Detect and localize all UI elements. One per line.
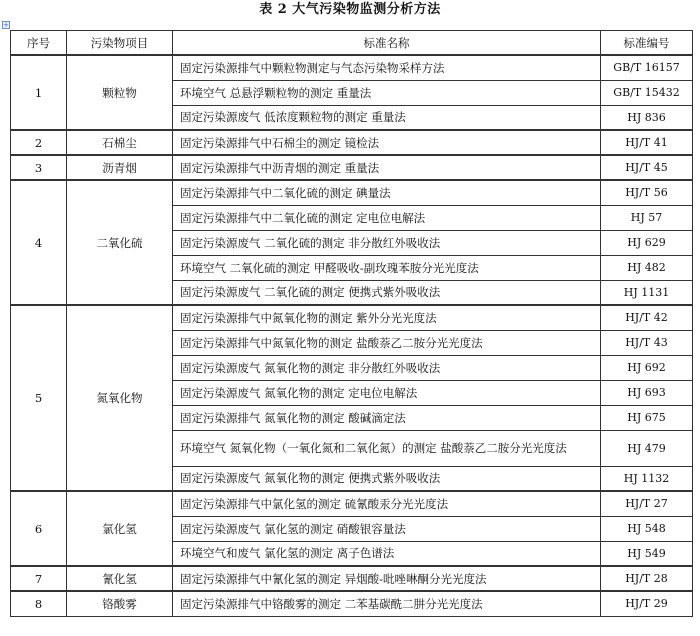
cell-pollutant: 二氧化硫 (67, 180, 173, 305)
table-row (11, 491, 693, 516)
cell-standard-name: 固定污染源排气中氮氧化物的测定 盐酸萘乙二胺分光光度法 (173, 330, 601, 355)
cell-pollutant: 沥青烟 (67, 155, 173, 180)
cell-standard-name: 固定污染源废气 二氧化硫的测定 便携式紫外吸收法 (173, 280, 601, 305)
cell-standard-code: HJ 549 (601, 541, 693, 566)
cell-standard-code: HJ 1132 (601, 466, 693, 491)
table-header-row (11, 31, 693, 56)
cell-standard-code: HJ 548 (601, 516, 693, 541)
cell-standard-code: HJ 482 (601, 255, 693, 280)
cell-no: 2 (11, 130, 67, 155)
cell-standard-code: GB/T 15432 (601, 80, 693, 105)
table-move-handle-icon[interactable]: + (3, 21, 9, 29)
cell-standard-name: 固定污染源排气中沥青烟的测定 重量法 (173, 155, 601, 180)
cell-standard-code: HJ/T 27 (601, 491, 693, 516)
cell-standard-code: HJ/T 41 (601, 130, 693, 155)
table-body (11, 55, 693, 616)
cell-no: 3 (11, 155, 67, 180)
cell-standard-code: HJ 629 (601, 230, 693, 255)
cell-no: 7 (11, 566, 67, 591)
cell-no: 8 (11, 591, 67, 616)
cell-standard-code: HJ/T 29 (601, 591, 693, 616)
cell-standard-name: 固定污染源废气 氮氧化物的测定 定电位电解法 (173, 380, 601, 405)
cell-standard-name: 固定污染源排气中二氧化硫的测定 定电位电解法 (173, 205, 601, 230)
table-row (11, 130, 693, 155)
cell-pollutant: 铬酸雾 (67, 591, 173, 616)
header-no: 序号 (11, 31, 67, 56)
table-row (11, 591, 693, 616)
table-row (11, 55, 693, 80)
cell-no: 5 (11, 305, 67, 491)
cell-standard-code: HJ/T 42 (601, 305, 693, 330)
cell-standard-code: HJ 693 (601, 380, 693, 405)
cell-standard-code: HJ 692 (601, 355, 693, 380)
cell-pollutant: 石棉尘 (67, 130, 173, 155)
cell-standard-name: 环境空气和废气 氯化氢的测定 离子色谱法 (173, 541, 601, 566)
cell-standard-code: HJ 479 (601, 430, 693, 466)
cell-standard-code: HJ 675 (601, 405, 693, 430)
table-row (11, 566, 693, 591)
table-caption: 表 2 大气污染物监测分析方法 (259, 2, 441, 17)
cell-standard-name: 固定污染源排气中氮氧化物的测定 紫外分光光度法 (173, 305, 601, 330)
cell-standard-code: HJ/T 28 (601, 566, 693, 591)
cell-standard-code: HJ 1131 (601, 280, 693, 305)
table-row (11, 180, 693, 205)
cell-standard-name: 固定污染源废气 低浓度颗粒物的测定 重量法 (173, 105, 601, 130)
cell-standard-name: 固定污染源排气中二氧化硫的测定 碘量法 (173, 180, 601, 205)
cell-standard-code: HJ/T 45 (601, 155, 693, 180)
cell-standard-name: 固定污染源废气 二氧化硫的测定 非分散红外吸收法 (173, 230, 601, 255)
table-row (11, 305, 693, 330)
cell-standard-code: GB/T 16157 (601, 55, 693, 80)
header-pollutant: 污染物项目 (67, 31, 173, 56)
header-standard-name: 标准名称 (173, 31, 601, 56)
cell-standard-name: 固定污染源排气中氯化氢的测定 硫氰酸汞分光光度法 (173, 491, 601, 516)
cell-standard-code: HJ/T 56 (601, 180, 693, 205)
cell-standard-name: 环境空气 总悬浮颗粒物的测定 重量法 (173, 80, 601, 105)
header-standard-code: 标准编号 (601, 31, 693, 56)
cell-standard-name: 固定污染源排气中石棉尘的测定 镜检法 (173, 130, 601, 155)
cell-standard-name: 固定污染源废气 氯化氢的测定 硝酸银容量法 (173, 516, 601, 541)
cell-standard-name: 固定污染源排气中氰化氢的测定 异烟酸-吡唑啉酮分光光度法 (173, 566, 601, 591)
cell-pollutant: 颗粒物 (67, 55, 173, 130)
cell-standard-name: 固定污染源废气 氮氧化物的测定 非分散红外吸收法 (173, 355, 601, 380)
cell-standard-name: 环境空气 氮氧化物（一氧化氮和二氧化氮）的测定 盐酸萘乙二胺分光光度法 (173, 430, 601, 466)
cell-standard-name: 固定污染源排气中铬酸雾的测定 二苯基碳酰二肼分光光度法 (173, 591, 601, 616)
cell-no: 1 (11, 55, 67, 130)
cell-no: 4 (11, 180, 67, 305)
cell-pollutant: 氮氧化物 (67, 305, 173, 491)
table-row (11, 155, 693, 180)
cell-no: 6 (11, 491, 67, 566)
cell-standard-code: HJ/T 43 (601, 330, 693, 355)
cell-standard-name: 固定污染源排气中颗粒物测定与气态污染物采样方法 (173, 55, 601, 80)
cell-standard-code: HJ 836 (601, 105, 693, 130)
cell-standard-code: HJ 57 (601, 205, 693, 230)
monitoring-methods-table (10, 30, 693, 617)
cell-pollutant: 氯化氢 (67, 491, 173, 566)
cell-pollutant: 氰化氢 (67, 566, 173, 591)
cell-standard-name: 环境空气 二氧化硫的测定 甲醛吸收-副玫瑰苯胺分光光度法 (173, 255, 601, 280)
cell-standard-name: 固定污染源废气 氮氧化物的测定 便携式紫外吸收法 (173, 466, 601, 491)
cell-standard-name: 固定污染源排气 氮氧化物的测定 酸碱滴定法 (173, 405, 601, 430)
